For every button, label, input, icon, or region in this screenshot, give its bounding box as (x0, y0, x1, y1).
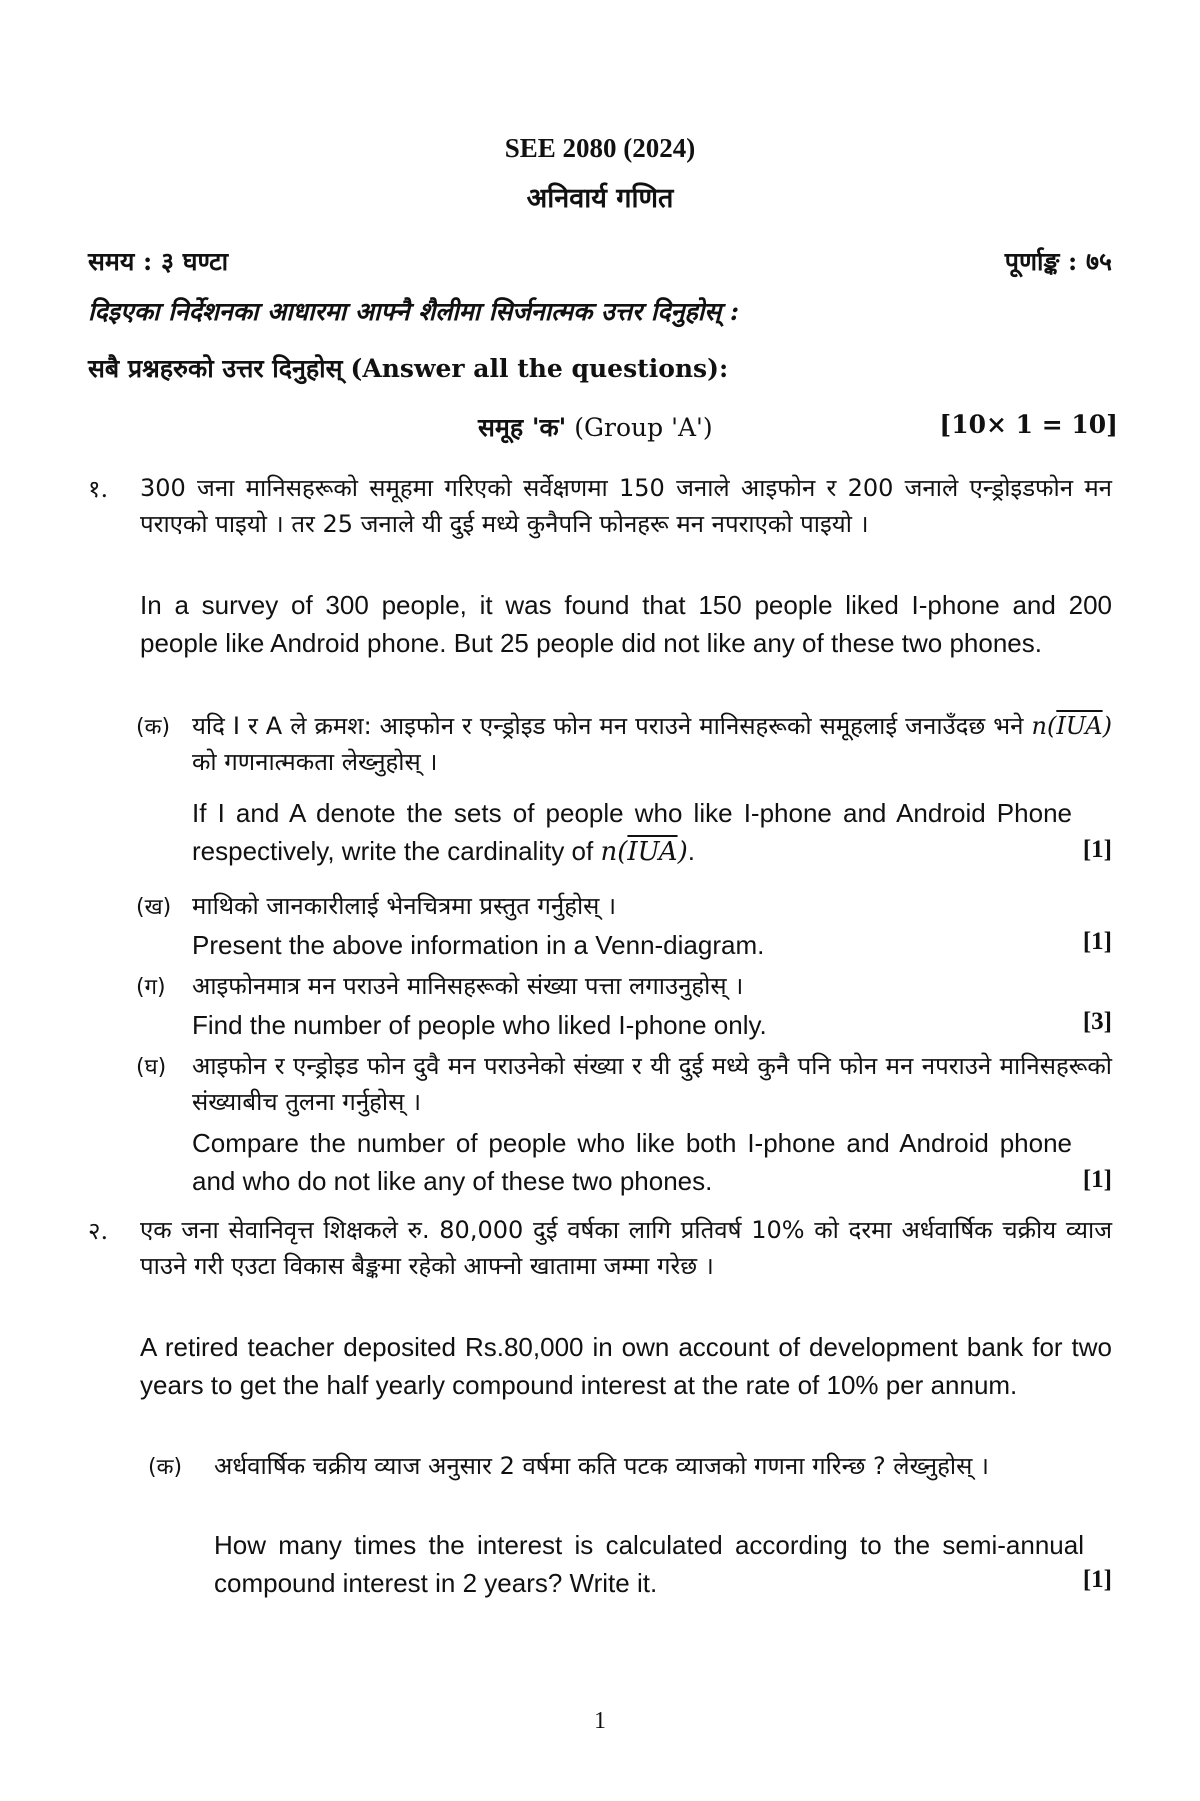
group-label-np: समूह 'क' (478, 413, 567, 442)
exam-title: SEE 2080 (2024) (504, 133, 696, 163)
subject-title: अनिवार्य गणित (526, 183, 674, 214)
instruction: दिइएका निर्देशनका आधारमा आफ्नै शैलीमा सिर्जनात्मक उत्तर दिनुहोस् : (88, 297, 740, 326)
marks-badge: [3] (1082, 1008, 1112, 1035)
expr-n: n (1031, 712, 1047, 740)
question-1d-np: आइफोन र एन्ड्रोइड फोन दुवै मन पराउनेको संख्या र यी दुई मध्ये कुनै पनि फोन मन नपराउने मानिसहरूको संख्याबीच तुलना गर्नुहोस् । (192, 1052, 1112, 1116)
marks-badge: [1] (1082, 1566, 1112, 1593)
question-1a-np (192, 708, 1112, 780)
question-1d-en: Compare the number of people who like both I-phone and Android phone and who do not like any of these two phones. (192, 1128, 1072, 1196)
question-1a-np-end: को गणनात्मकता लेख्नुहोस् । (192, 748, 438, 776)
group-marks: [10× 1 = 10] (939, 410, 1118, 439)
expr-set-complement-en: $\overline{IUA}$ (627, 837, 678, 867)
marks-badge: [1] (1082, 1166, 1112, 1193)
group-label (478, 410, 713, 444)
subquestion-label: (घ) (136, 1055, 167, 1080)
question-number: १. (88, 475, 109, 503)
group-heading (478, 410, 1118, 444)
question-1a-en: If I and A denote the sets of people who like I-phone and Android Phone respectively, write the cardinality of $n(\overline{IUA})$. (192, 798, 1072, 867)
question-1c-en: Find the number of people who liked I-phone only. (192, 1010, 767, 1040)
question-1a-en-text: If I and A denote the sets of people who like I-phone and Android Phone respectively, write the cardinality of (192, 798, 1072, 866)
full-marks: पूर्णाङ्क : ७५ (1004, 247, 1112, 276)
question-1-np: 300 जना मानिसहरूको समूहमा गरिएको सर्वेक्षणमा 150 जनाले आइफोन र 200 जनाले एन्ड्रोइडफोन मन पराएको पाइयो । तर 25 जनाले यी दुई मध्ये कुनैपनि फोनहरू मन नपराएको पाइयो । (140, 474, 1112, 538)
question-1b-en: Present the above information in a Venn-diagram. (192, 930, 765, 960)
answer-all-line (88, 351, 1112, 385)
expr-n-en: n (600, 837, 618, 867)
page-number: 1 (594, 1708, 606, 1734)
marks-badge: [1] (1082, 928, 1112, 955)
question-1-en: In a survey of 300 people, it was found that 150 people liked I-phone and 200 people like Android phone. But 25 people did not like any of these two phones. (140, 590, 1112, 658)
expr-set-complement: $\overline{IUA}$ (1056, 712, 1103, 740)
time-allowed: समय : ३ घण्टा (88, 247, 229, 276)
answer-all-en: (Answer all the questions): (350, 354, 729, 383)
question-2-np: एक जना सेवानिवृत्त शिक्षकले रु. 80,000 दुई वर्षका लागि प्रतिवर्ष 10% को दरमा अर्धवार्षिक चक्रीय व्याज पाउने गरी एउटा विकास बैङ्कमा रहेको आफ्नो खातामा जम्मा गरेछ । (140, 1216, 1112, 1280)
question-2-en: A retired teacher deposited Rs.80,000 in own account of development bank for two years to get the half yearly compound interest at the rate of 10% per annum. (140, 1332, 1112, 1400)
subquestion-label: (क) (148, 1455, 183, 1480)
question-number: २. (88, 1217, 109, 1245)
group-label-en: (Group 'A') (574, 413, 713, 442)
question-2a-np: अर्धवार्षिक चक्रीय व्याज अनुसार 2 वर्षमा कति पटक व्याजको गणना गरिन्छ ? लेख्नुहोस् । (214, 1452, 990, 1480)
subquestion-label: (ख) (136, 895, 172, 920)
question-1b-np: माथिको जानकारीलाई भेनचित्रमा प्रस्तुत गर्नुहोस् । (192, 892, 617, 920)
question-1c-np: आइफोनमात्र मन पराउने मानिसहरूको संख्या पत्ता लगाउनुहोस् । (192, 972, 744, 1000)
cardinality-expression: $n(\overline{IUA})$ (1031, 712, 1112, 740)
meta-row (88, 244, 1112, 278)
answer-all-np: सबै प्रश्नहरुको उत्तर दिनुहोस् (88, 354, 343, 383)
question-2a-en: How many times the interest is calculated according to the semi-annual compound interest in 2 years? Write it. (214, 1530, 1084, 1598)
cardinality-expression-en: $n(\overline{IUA})$ (600, 837, 688, 867)
marks-badge: [1] (1082, 836, 1112, 863)
subquestion-label: (क) (136, 715, 171, 740)
question-1a-np-start: यदि I र A ले क्रमश: आइफोन र एन्ड्रोइड फोन मन पराउने मानिसहरूको समूहलाई जनाउँदछ भने (192, 712, 1024, 740)
subquestion-label: (ग) (136, 975, 166, 1000)
